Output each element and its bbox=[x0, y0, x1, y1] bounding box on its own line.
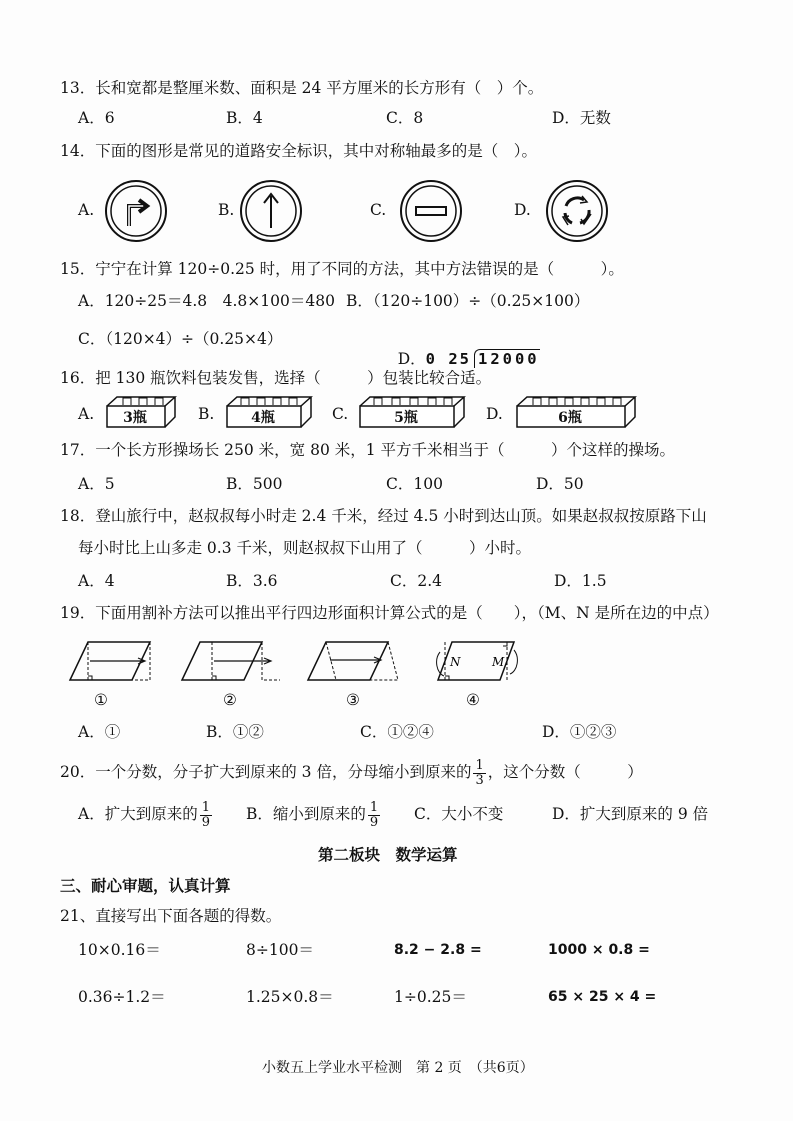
q13-stem: 13．长和宽都是整厘米数、面积是 24 平方厘米的长方形有（ ）个。 bbox=[60, 79, 544, 97]
calc-item: 1000 × 0.8 = bbox=[548, 942, 650, 958]
figure-label-1: ① bbox=[94, 691, 108, 709]
q17-option-d: D．50 bbox=[536, 475, 584, 493]
parallelogram-figure-2 bbox=[182, 640, 282, 685]
calc-item: 1.25×0.8＝ bbox=[246, 988, 334, 1006]
numerator: 1 bbox=[475, 757, 484, 773]
q17-option-b: B．500 bbox=[226, 475, 283, 493]
fraction-one-third bbox=[473, 759, 485, 788]
q20-option-a-text: A．扩大到原来的 bbox=[78, 805, 198, 823]
q18-option-c: C．2.4 bbox=[390, 572, 443, 590]
numerator: 1 bbox=[369, 799, 379, 815]
box-label: 4瓶 bbox=[251, 410, 275, 426]
midpoint-m-label: M bbox=[492, 655, 505, 669]
figure-label-2: ② bbox=[223, 691, 237, 709]
denominator: 9 bbox=[369, 814, 379, 830]
numerator: 1 bbox=[201, 799, 210, 815]
box-label: 5瓶 bbox=[394, 410, 418, 426]
q18-stem-line2: 每小时比上山多走 0.3 千米，则赵叔叔下山用了（ ）小时。 bbox=[78, 539, 532, 557]
q13-option-c: C．8 bbox=[386, 109, 424, 127]
q18-option-a: A．4 bbox=[78, 572, 115, 590]
q19-option-a: A．① bbox=[78, 723, 121, 741]
q19-option-d: D．①②③ bbox=[542, 723, 617, 741]
calc-item: 8÷100＝ bbox=[246, 941, 314, 959]
q15-option-b: B．（120÷100）÷（0.25×100） bbox=[346, 292, 590, 310]
q18-option-d: D．1.5 bbox=[554, 572, 607, 590]
fraction-one-ninth bbox=[368, 801, 380, 830]
q17-option-a: A．5 bbox=[78, 475, 115, 493]
calc-item: 10×0.16＝ bbox=[78, 941, 161, 959]
q20-stem-end: ，这个分数（ ） bbox=[487, 763, 643, 781]
q20-option-a bbox=[78, 797, 214, 831]
denominator: 3 bbox=[475, 772, 484, 788]
calc-item: 65 × 25 × 4 = bbox=[548, 989, 657, 1005]
q14-option-d: D. bbox=[514, 201, 531, 219]
calc-item: 8.2 − 2.8 = bbox=[394, 942, 482, 958]
q17-option-c: C．100 bbox=[386, 475, 443, 493]
q14-option-a: A. bbox=[78, 201, 95, 219]
q16-option-c: C. bbox=[332, 405, 349, 423]
calc-item: 0.36÷1.2＝ bbox=[78, 988, 166, 1006]
q14-option-b: B. bbox=[218, 201, 235, 219]
q16-option-b: B. bbox=[198, 405, 215, 423]
q20-stem-text: 20．一个分数，分子扩大到原来的 3 倍，分母缩小到原来的 bbox=[60, 763, 472, 781]
part-three-heading: 三、耐心审题，认真计算 bbox=[60, 876, 231, 895]
long-division-dividend: 12000 bbox=[474, 349, 540, 368]
parallelogram-figure-3 bbox=[308, 640, 408, 685]
q17-stem: 17．一个长方形操场长 250 米，宽 80 米，1 平方千米相当于（ ）个这样的操场。 bbox=[60, 441, 676, 459]
bottle-box-4 bbox=[225, 395, 313, 429]
denominator: 9 bbox=[201, 814, 210, 830]
box-label: 6瓶 bbox=[558, 410, 582, 426]
q19-option-c: C．①②④ bbox=[360, 723, 434, 741]
q20-option-b bbox=[246, 797, 382, 831]
q13-option-a: A．6 bbox=[78, 109, 115, 127]
q15-stem: 15．宁宁在计算 120÷0.25 时，用了不同的方法，其中方法错误的是（ ）。 bbox=[60, 260, 624, 278]
section-heading: 第二板块 数学运算 bbox=[318, 845, 458, 864]
q20-option-d: D．扩大到原来的 9 倍 bbox=[552, 805, 709, 823]
q20-option-b-text: B．缩小到原来的 bbox=[246, 805, 366, 823]
q20-option-c: C．大小不变 bbox=[414, 805, 504, 823]
q21-stem: 21、直接写出下面各题的得数。 bbox=[60, 907, 282, 925]
box-label: 3瓶 bbox=[123, 410, 147, 426]
q19-stem: 19．下面用割补方法可以推出平行四边形面积计算公式的是（ ），（M、N 是所在边的中点） bbox=[60, 604, 719, 622]
page-footer: 小数五上学业水平检测 第 2 页 （共6页） bbox=[262, 1060, 534, 1076]
figure-label-3: ③ bbox=[346, 691, 360, 709]
calc-item: 1÷0.25＝ bbox=[394, 988, 467, 1006]
bottle-box-6 bbox=[515, 395, 637, 429]
q15-option-a: A．120÷25＝4.8 4.8×100＝480 bbox=[78, 292, 335, 310]
long-division-divisor: 0 25 bbox=[425, 350, 471, 368]
bottle-box-3 bbox=[105, 395, 177, 429]
figure-label-4: ④ bbox=[466, 691, 480, 709]
midpoint-n-label: N bbox=[450, 655, 461, 669]
q13-option-b: B．4 bbox=[226, 109, 263, 127]
q19-option-b: B．①② bbox=[206, 723, 264, 741]
q14-option-c: C. bbox=[370, 201, 387, 219]
parallelogram-figure-1 bbox=[70, 640, 170, 685]
q15-option-c: C．（120×4）÷（0.25×4） bbox=[78, 330, 283, 348]
q18-stem-line1: 18．登山旅行中，赵叔叔每小时走 2.4 千米，经过 4.5 小时到达山顶。如果赵叔叔按原路下山 bbox=[60, 507, 707, 525]
q20-stem bbox=[60, 755, 643, 789]
fraction-one-ninth bbox=[200, 801, 212, 830]
q15-option-d-label: D． bbox=[397, 350, 426, 368]
turn-right-sign-icon bbox=[105, 180, 167, 242]
q16-option-d: D. bbox=[486, 405, 503, 423]
q18-option-b: B．3.6 bbox=[226, 572, 278, 590]
q14-stem: 14．下面的图形是常见的道路安全标识，其中对称轴最多的是（ ）。 bbox=[60, 142, 537, 160]
straight-ahead-sign-icon bbox=[240, 180, 302, 242]
q13-option-d: D．无数 bbox=[552, 109, 611, 127]
bottle-box-5 bbox=[358, 395, 466, 429]
parallelogram-figure-4 bbox=[430, 640, 520, 685]
roundabout-sign-icon bbox=[546, 180, 608, 242]
no-entry-sign-icon bbox=[400, 180, 462, 242]
q16-option-a: A. bbox=[78, 405, 95, 423]
q16-stem: 16．把 130 瓶饮料包装发售，选择（ ）包装比较合适。 bbox=[60, 369, 492, 387]
